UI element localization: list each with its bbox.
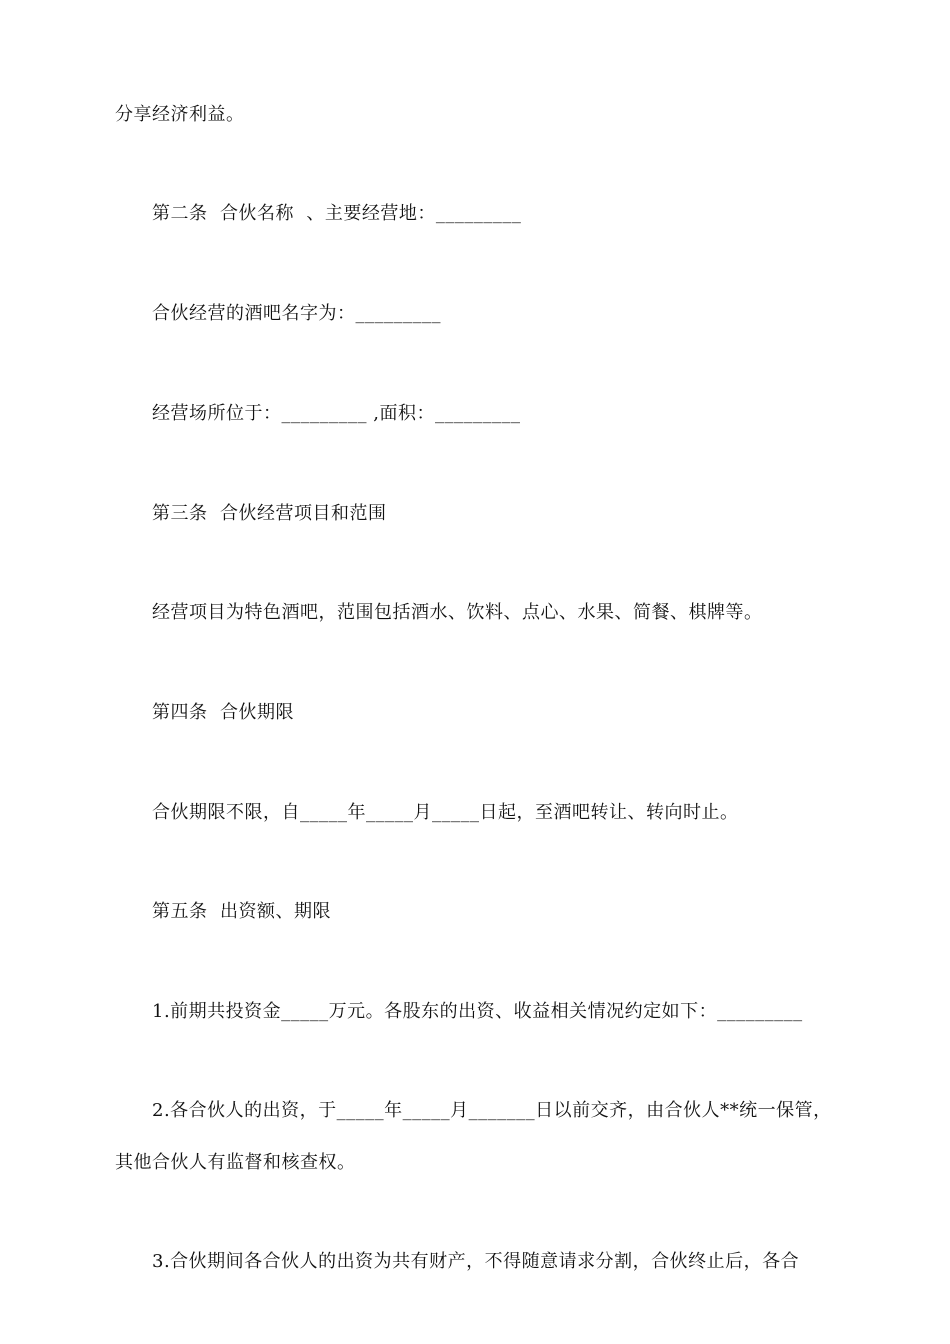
business-scope-line: 经营项目为特色酒吧，范围包括酒水、饮料、点心、水果、简餐、棋牌等。	[152, 602, 763, 623]
location-area-line: 经营场所位于：_________ ,面积：_________	[152, 403, 521, 424]
supervision-line: 其他合伙人有监督和核查权。	[115, 1152, 356, 1173]
partnership-term-line: 合伙期限不限，自_____年_____月_____日起，至酒吧转让、转向时止。	[152, 802, 739, 823]
clause-2-heading: 第二条 合伙名称 、主要经营地：_________	[152, 203, 522, 224]
contribution-deadline-line: 2.各合伙人的出资，于_____年_____月_______日以前交齐，由合伙人**统一保管，	[152, 1100, 832, 1121]
text-line-shared-benefits: 分享经济利益。	[115, 104, 245, 125]
bar-name-line: 合伙经营的酒吧名字为：_________	[152, 303, 441, 324]
clause-3-heading: 第三条 合伙经营项目和范围	[152, 503, 387, 524]
shared-property-line: 3.合伙期间各合伙人的出资为共有财产，不得随意请求分割，合伙终止后，各合	[152, 1251, 800, 1272]
clause-5-heading: 第五条 出资额、期限	[152, 901, 331, 922]
clause-4-heading: 第四条 合伙期限	[152, 702, 294, 723]
investment-line: 1.前期共投资金_____万元。各股东的出资、收益相关情况约定如下：_________	[152, 1001, 803, 1022]
